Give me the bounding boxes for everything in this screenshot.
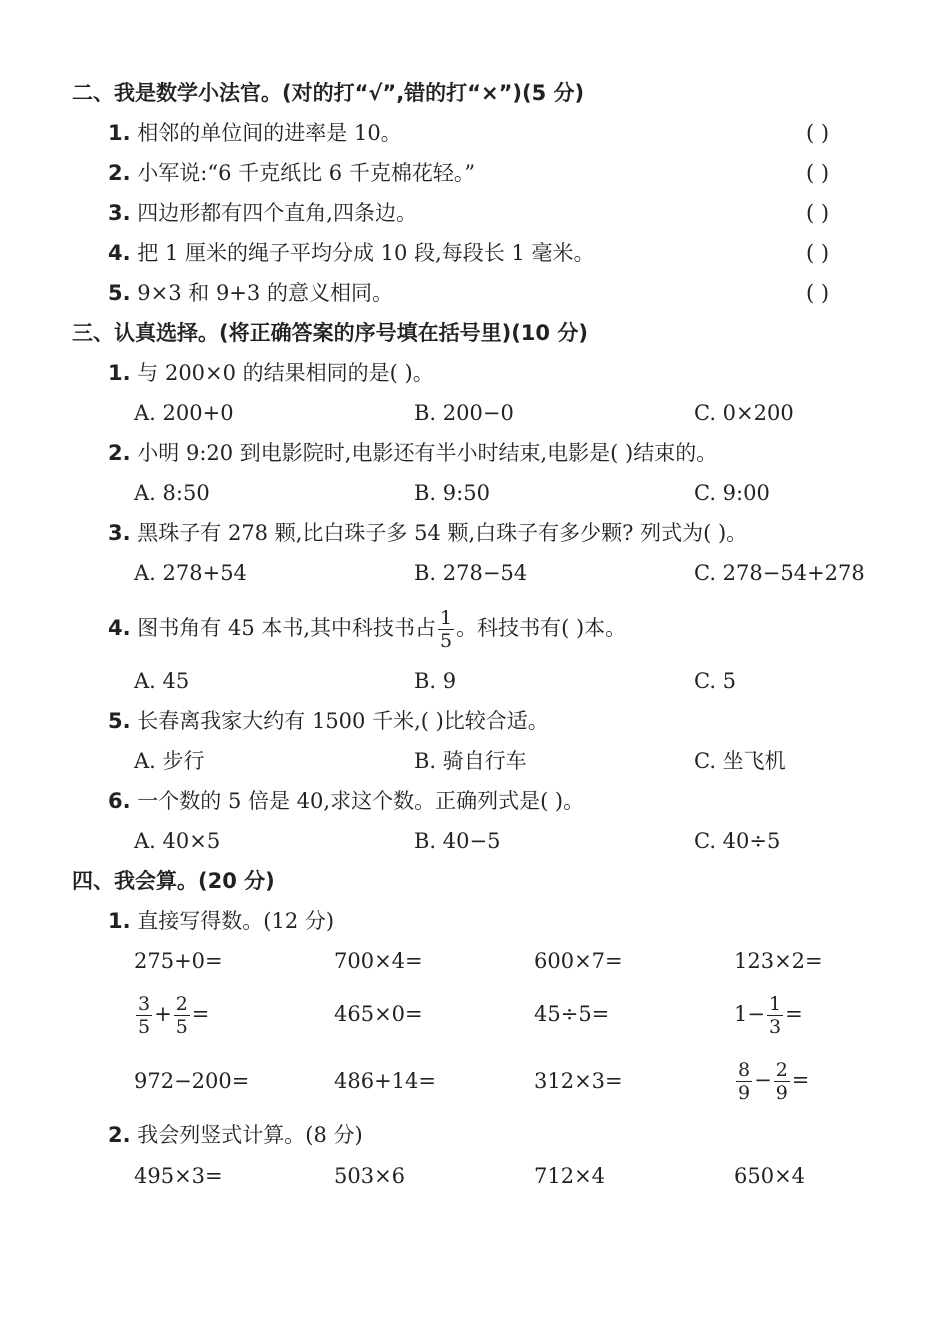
judge-item-5 [108,280,393,306]
question-text: 一个数的 5 倍是 40,求这个数。正确列式是( )。 [137,789,585,813]
option-b[interactable]: B. 200−0 [414,401,514,425]
numerator: 8 [738,1059,751,1081]
item-number: 4. [108,241,131,265]
expression-prefix: 1− [734,1002,765,1026]
section-3-title: 三、认真选择。(将正确答案的序号填在括号里)(10 分) [72,321,588,345]
answer-paren[interactable]: ( ) [806,241,830,265]
question-text: 长春离我家大约有 1500 千米,( )比较合适。 [137,709,549,733]
option-a[interactable]: A. 278+54 [134,561,247,585]
calc-cell-fraction[interactable] [734,992,803,1038]
vertical-calc-cell[interactable]: 503×6 [334,1164,406,1188]
vertical-calc-cell[interactable]: 650×4 [734,1164,806,1188]
part-2-heading [108,1122,363,1148]
option-b[interactable]: B. 9 [414,669,457,693]
item-number: 5. [108,709,131,733]
denominator: 9 [738,1082,751,1104]
item-number: 1. [108,361,131,385]
numerator: 2 [175,993,188,1015]
numerator: 3 [138,993,151,1015]
fraction [136,993,152,1038]
choice-question-2 [108,440,717,466]
fraction [767,993,783,1038]
option-c[interactable]: C. 5 [694,669,737,693]
option-c[interactable]: C. 坐飞机 [694,749,786,773]
calc-cell[interactable]: 465×0= [334,1002,423,1026]
equals: = [791,1068,810,1092]
option-a[interactable]: A. 8:50 [134,481,210,505]
calc-cell[interactable]: 700×4= [334,949,423,973]
denominator: 9 [775,1082,788,1104]
item-number: 5. [108,281,131,305]
answer-paren[interactable]: ( ) [806,121,830,145]
part-text: 我会列竖式计算。(8 分) [137,1123,363,1147]
question-text: 小明 9:20 到电影院时,电影还有半小时结束,电影是( )结束的。 [137,441,718,465]
item-text: 四边形都有四个直角,四条边。 [137,201,417,225]
option-c[interactable]: C. 278−54+278 [694,561,865,585]
choice-question-5 [108,708,549,734]
question-text: 图书角有 45 本书,其中科技书占 [137,616,437,640]
operator: + [154,1002,172,1026]
choice-question-1 [108,360,434,386]
option-a[interactable]: A. 40×5 [134,829,221,853]
judge-item-2 [108,160,475,186]
judge-item-3 [108,200,417,226]
part-1-heading [108,908,334,934]
answer-paren[interactable]: ( ) [806,281,830,305]
item-number: 4. [108,616,131,640]
denominator: 5 [138,1016,151,1038]
calc-cell[interactable]: 486+14= [334,1069,436,1093]
answer-paren[interactable]: ( ) [806,161,830,185]
item-number: 1. [108,909,131,933]
option-a[interactable]: A. 步行 [134,749,205,773]
question-text: 与 200×0 的结果相同的是( )。 [137,361,434,385]
section-2-title: 二、我是数学小法官。(对的打“√”,错的打“×”)(5 分) [72,81,585,105]
numerator: 2 [775,1059,788,1081]
fraction [736,1059,752,1104]
item-text: 相邻的单位间的进率是 10。 [137,121,402,145]
option-c[interactable]: C. 9:00 [694,481,770,505]
vertical-calc-cell[interactable]: 712×4 [534,1164,606,1188]
question-text: 黑珠子有 278 颗,比白珠子多 54 颗,白珠子有多少颗? 列式为( )。 [137,521,748,545]
numerator: 1 [768,993,782,1015]
calc-cell-fraction[interactable] [134,992,209,1038]
item-text: 小军说:“6 千克纸比 6 千克棉花轻。” [137,161,476,185]
choice-question-3 [108,520,747,546]
item-number: 2. [108,441,131,465]
denominator: 3 [768,1016,782,1038]
option-b[interactable]: B. 骑自行车 [414,749,527,773]
calc-cell[interactable]: 123×2= [734,949,823,973]
denominator: 5 [440,630,453,652]
item-number: 2. [108,161,131,185]
option-b[interactable]: B. 9:50 [414,481,490,505]
section-4-title: 四、我会算。(20 分) [72,869,275,893]
choice-question-6 [108,788,584,814]
choice-question-4 [108,606,626,652]
answer-paren[interactable]: ( ) [806,201,830,225]
calc-cell[interactable]: 972−200= [134,1069,250,1093]
item-number: 1. [108,121,131,145]
option-a[interactable]: A. 45 [134,669,190,693]
calc-cell[interactable]: 312×3= [534,1069,623,1093]
vertical-calc-cell[interactable]: 495×3= [134,1164,223,1188]
option-b[interactable]: B. 278−54 [414,561,528,585]
denominator: 5 [175,1016,188,1038]
calc-cell-fraction[interactable] [734,1058,809,1104]
judge-item-1 [108,120,402,146]
equals: = [785,1002,803,1026]
item-number: 3. [108,521,131,545]
option-a[interactable]: A. 200+0 [134,401,234,425]
option-b[interactable]: B. 40−5 [414,829,501,853]
fraction [438,607,454,652]
item-number: 6. [108,789,131,813]
item-text: 9×3 和 9+3 的意义相同。 [137,281,393,305]
numerator: 1 [440,607,453,629]
option-c[interactable]: C. 0×200 [694,401,794,425]
fraction [174,993,190,1038]
calc-cell[interactable]: 600×7= [534,949,623,973]
item-number: 3. [108,201,131,225]
equals: = [191,1002,210,1026]
judge-item-4 [108,240,594,266]
item-text: 把 1 厘米的绳子平均分成 10 段,每段长 1 毫米。 [137,241,595,265]
calc-cell[interactable]: 275+0= [134,949,223,973]
part-text: 直接写得数。(12 分) [137,909,335,933]
option-c[interactable]: C. 40÷5 [694,829,781,853]
operator: − [754,1068,772,1092]
fraction [774,1059,790,1104]
question-text-end: 。科技书有( )本。 [456,616,627,640]
item-number: 2. [108,1123,131,1147]
calc-cell[interactable]: 45÷5= [534,1002,610,1026]
